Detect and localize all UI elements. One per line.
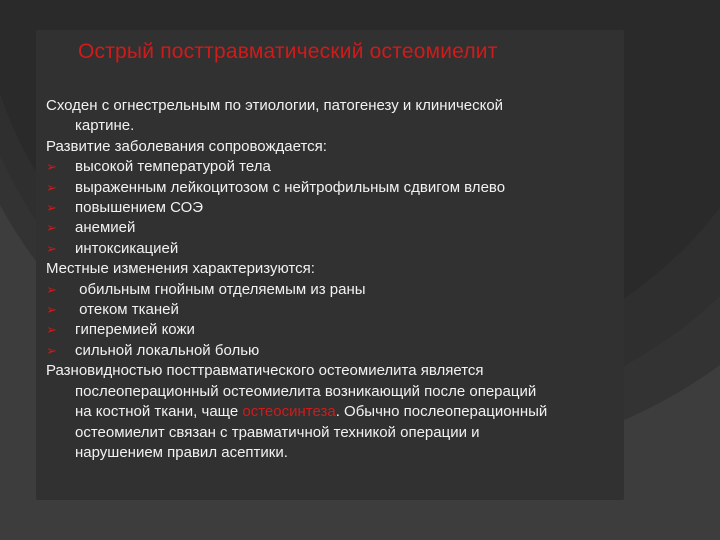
arrow-bullet-icon: ➢ [46, 281, 57, 297]
arrow-bullet-icon: ➢ [46, 200, 57, 216]
list-item-text: сильной локальной болью [75, 341, 260, 359]
local-heading: Местные изменения характеризуются: [46, 260, 315, 278]
list-item [46, 280, 626, 300]
list-item-text: высокой температурой тела [75, 158, 271, 176]
variant-text: . Обычно послеоперационный [335, 403, 548, 421]
arrow-bullet-icon: ➢ [46, 302, 57, 318]
list-item-text: интоксикацией [75, 239, 179, 257]
list-item [46, 239, 626, 259]
slide-title: Острый посттравматический остеомиелит [78, 40, 498, 63]
variant-line: остеомиелит связан с травматичной техникой операции и [75, 423, 480, 441]
arrow-bullet-icon: ➢ [46, 322, 57, 338]
list-item [46, 178, 626, 198]
variant-line: Разновидностью посттравматического остеомиелита является [46, 362, 484, 380]
intro-paragraph [46, 96, 626, 137]
variant-line: послеоперационный остеомиелита возникающий после операций [75, 382, 537, 400]
arrow-bullet-icon: ➢ [46, 240, 57, 256]
list-item [46, 300, 626, 320]
course-heading: Развитие заболевания сопровождается: [46, 137, 327, 155]
variant-line: нарушением правил асептики. [75, 443, 288, 461]
variant-line [46, 402, 626, 422]
intro-line: Сходен с огнестрельным по этиологии, патогенезу и клинической [46, 97, 504, 114]
slide-body [46, 96, 626, 463]
arrow-bullet-icon: ➢ [46, 159, 57, 175]
list-item [46, 320, 626, 340]
list-item-text: обильным гнойным отделяемым из раны [75, 280, 366, 298]
list-item [46, 198, 626, 218]
list-item-text: анемией [75, 219, 136, 237]
list-item-text: отеком тканей [75, 301, 179, 319]
arrow-bullet-icon: ➢ [46, 342, 57, 358]
variant-paragraph [46, 361, 626, 463]
list-item [46, 157, 626, 177]
list-item-text: выраженным лейкоцитозом с нейтрофильным сдвигом влево [75, 178, 506, 196]
arrow-bullet-icon: ➢ [46, 220, 57, 236]
list-item [46, 341, 626, 361]
intro-line: картине. [75, 117, 135, 135]
list-item-text: гиперемией кожи [75, 321, 195, 339]
arrow-bullet-icon: ➢ [46, 179, 57, 195]
highlighted-term: остеосинтеза [242, 403, 336, 421]
list-item-text: повышением СОЭ [75, 199, 204, 217]
variant-text: на костной ткани, чаще [75, 403, 243, 421]
list-item [46, 218, 626, 238]
